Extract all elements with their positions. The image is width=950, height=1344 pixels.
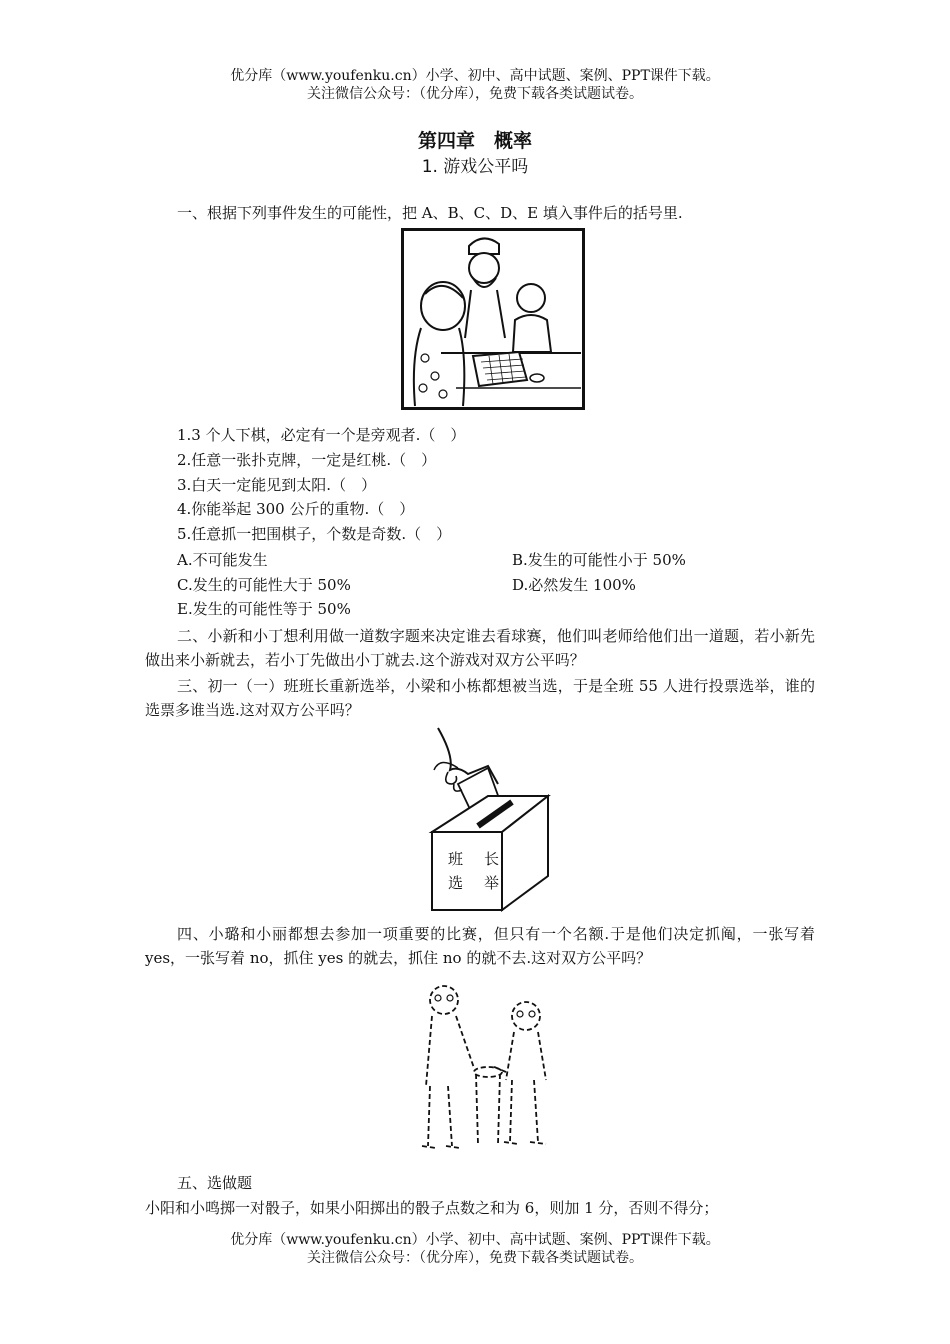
q4-text: 四、小璐和小丽都想去参加一项重要的比赛，但只有一个名额.于是他们决定抓阄，一张写着 yes，一张写着 no，抓住 yes 的就去，抓住 no 的就不去.这对双方公平吗？ xyxy=(145,925,815,967)
footer-line-2: 关注微信公众号：（优分库），免费下载各类试题试卷。 xyxy=(307,1250,643,1266)
q1-item-4: 4.你能举起 300 公斤的重物.（ ） xyxy=(177,500,415,518)
ballot-box-char-1: 班 xyxy=(448,850,464,868)
q3-text: 三、初一（一）班班长重新选举，小梁和小栋都想被当选，于是全班 55 人进行投票选举，谁的选票多谁当选.这对双方公平吗？ xyxy=(145,677,815,719)
drawing-lots-illustration xyxy=(418,976,564,1152)
chapter-title: 第四章 概率 xyxy=(417,130,532,152)
chess-players-illustration xyxy=(401,228,585,410)
q1-item-1: 1.3 个人下棋，必定有一个是旁观者.（ ） xyxy=(177,426,466,444)
q1-prompt: 一、根据下列事件发生的可能性，把 A、B、C、D、E 填入事件后的括号里. xyxy=(177,204,683,222)
option-a: A.不可能发生 xyxy=(177,551,268,569)
ballot-box-illustration xyxy=(428,726,552,912)
header-line-1: 优分库（www.youfenku.cn）小学、初中、高中试题、案例、PPT课件下载。 xyxy=(230,68,720,84)
q1-item-2: 2.任意一张扑克牌，一定是红桃.（ ） xyxy=(177,451,437,469)
ballot-box-char-2: 长 xyxy=(484,850,500,868)
q5-text: 小阳和小鸣掷一对骰子，如果小阳掷出的骰子点数之和为 6，则加 1 分，否则不得分； xyxy=(145,1199,719,1217)
section-title: 1. 游戏公平吗 xyxy=(421,157,529,177)
q2-text: 二、小新和小丁想利用做一道数字题来决定谁去看球赛，他们叫老师给他们出一道题，若小新先做出来小新就去，若小丁先做出小丁就去.这个游戏对双方公平吗？ xyxy=(145,627,815,669)
ballot-box-char-4: 举 xyxy=(484,874,500,892)
ballot-box-char-3: 选 xyxy=(448,874,464,892)
q1-item-5: 5.任意抓一把围棋子，个数是奇数.（ ） xyxy=(177,525,452,543)
option-b: B.发生的可能性小于 50% xyxy=(512,551,686,569)
option-e: E.发生的可能性等于 50% xyxy=(177,600,351,618)
option-d: D.必然发生 100% xyxy=(512,576,636,594)
footer-line-1: 优分库（www.youfenku.cn）小学、初中、高中试题、案例、PPT课件下载。 xyxy=(230,1232,720,1248)
header-line-2: 关注微信公众号：（优分库），免费下载各类试题试卷。 xyxy=(307,86,643,102)
option-c: C.发生的可能性大于 50% xyxy=(177,576,351,594)
q5-heading: 五、选做题 xyxy=(177,1174,253,1192)
q1-item-3: 3.白天一定能见到太阳.（ ） xyxy=(177,476,377,494)
